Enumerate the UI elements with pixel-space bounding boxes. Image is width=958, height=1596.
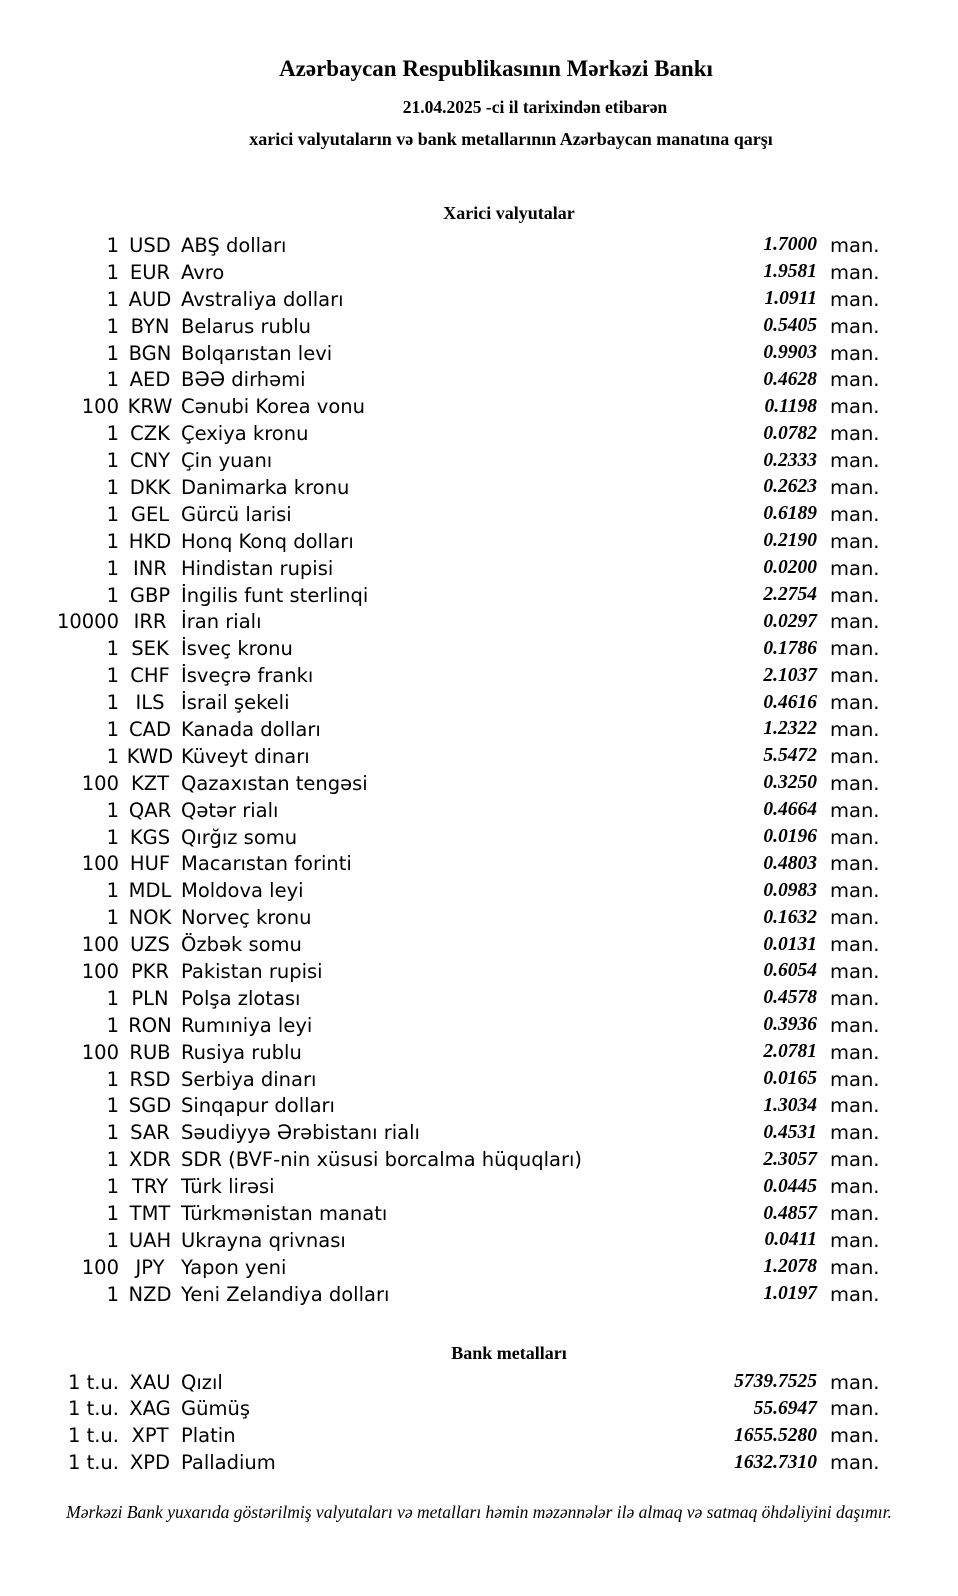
rate-value: 0.5405 <box>763 315 817 337</box>
currency-code: PKR <box>130 959 170 983</box>
table-row <box>0 931 958 958</box>
table-row <box>0 340 958 367</box>
unit-label: man. <box>830 664 880 688</box>
currency-name: ABŞ dolları <box>181 233 287 257</box>
table-row <box>0 958 958 985</box>
currency-code: AUD <box>128 287 172 311</box>
unit-label: man. <box>830 610 880 634</box>
currency-code: BGN <box>128 341 172 365</box>
unit-label: man. <box>830 1451 880 1475</box>
currency-code: XAU <box>129 1370 171 1394</box>
table-row <box>0 689 958 716</box>
unit-label: man. <box>830 1175 880 1199</box>
currency-name: Moldova leyi <box>181 879 304 903</box>
quantity-value: 1 <box>106 1013 119 1037</box>
quantity-value: 1 <box>106 1175 119 1199</box>
table-row <box>0 850 958 877</box>
quantity-value: 1 <box>106 1282 119 1306</box>
unit-label: man. <box>830 825 880 849</box>
quantity-value: 1 <box>106 744 119 768</box>
currency-code: KZT <box>130 771 170 795</box>
quantity-value: 1 <box>106 422 119 446</box>
currency-name: Səudiyyə Ərəbistanı rialı <box>181 1121 420 1145</box>
currency-code: IRR <box>133 610 167 634</box>
currency-name: Yapon yeni <box>181 1255 287 1279</box>
rate-value: 0.4628 <box>763 368 817 390</box>
rate-value: 0.0983 <box>763 879 817 901</box>
rate-value: 0.3936 <box>763 1014 817 1036</box>
currency-code: BYN <box>130 314 170 338</box>
unit-label: man. <box>830 1040 880 1064</box>
currency-code: PLN <box>131 986 169 1010</box>
currency-name: Avro <box>181 260 225 284</box>
quantity-value: 1 <box>106 691 119 715</box>
unit-label: man. <box>830 233 880 257</box>
currency-name: İngilis funt sterlinqi <box>181 583 369 607</box>
currency-name: Palladium <box>181 1451 276 1475</box>
currency-name: İsveç kronu <box>181 637 293 661</box>
currency-code: HKD <box>128 529 172 553</box>
table-row <box>0 1200 958 1227</box>
quantity-value: 1 <box>106 1121 119 1145</box>
table-row <box>0 1066 958 1093</box>
currency-name: Kanada dolları <box>181 717 321 741</box>
currency-code: SEK <box>131 637 169 661</box>
rate-value: 0.2190 <box>763 530 817 552</box>
quantity-value: 1 <box>106 287 119 311</box>
rate-value: 0.0196 <box>763 826 817 848</box>
currency-name: Çexiya kronu <box>181 422 309 446</box>
quantity-value: 100 <box>81 771 119 795</box>
quantity-value: 1 <box>106 1148 119 1172</box>
rate-value: 0.0200 <box>763 557 817 579</box>
currency-code: RUB <box>129 1040 171 1064</box>
bulletin-subtitle: xarici valyutaların və bank metallarının Azərbaycan manatına qarşı <box>249 129 773 149</box>
currency-code: XAG <box>129 1397 171 1421</box>
currency-name: İsrail şekeli <box>181 691 290 715</box>
rate-value: 1.0197 <box>763 1283 817 1305</box>
currency-name: Küveyt dinarı <box>181 744 310 768</box>
currency-name: Honq Konq dolları <box>181 529 354 553</box>
metals-table <box>0 1369 958 1477</box>
rate-value: 0.1632 <box>763 906 817 928</box>
currency-code: XPT <box>131 1424 169 1448</box>
currency-code: XDR <box>129 1148 171 1172</box>
currency-name: BƏƏ dirhəmi <box>181 368 306 392</box>
unit-label: man. <box>830 287 880 311</box>
rate-value: 0.0411 <box>764 1229 817 1251</box>
unit-label: man. <box>830 1202 880 1225</box>
rate-value: 2.3057 <box>763 1148 817 1170</box>
currency-code: GEL <box>130 502 170 526</box>
currency-name: Hindistan rupisi <box>181 556 334 580</box>
table-row <box>0 232 958 259</box>
rate-value: 2.1037 <box>763 664 817 686</box>
currency-code: GBP <box>129 583 171 607</box>
rate-value: 0.6054 <box>763 960 817 982</box>
currency-code: CHF <box>130 664 170 688</box>
unit-label: man. <box>830 933 880 957</box>
quantity-value: 100 <box>81 933 119 957</box>
currency-code: ILS <box>135 691 165 715</box>
table-row <box>0 1369 958 1396</box>
unit-label: man. <box>830 314 880 338</box>
table-row <box>0 1093 958 1120</box>
currency-code: NOK <box>128 906 172 930</box>
rate-value: 1.7000 <box>763 234 817 256</box>
currency-name: Bolqarıstan levi <box>181 341 333 365</box>
currency-name: Serbiya dinarı <box>181 1067 317 1091</box>
table-row <box>0 743 958 770</box>
currency-name: Qətər rialı <box>181 798 279 822</box>
currency-code: EUR <box>129 260 171 284</box>
currency-name: Qızıl <box>181 1370 223 1394</box>
quantity-value: 100 <box>81 1040 119 1064</box>
rate-value: 0.4578 <box>763 987 817 1009</box>
unit-label: man. <box>830 1094 880 1118</box>
rate-value: 1.9581 <box>763 261 817 283</box>
quantity-value: 1 <box>106 986 119 1010</box>
effective-date-line: 21.04.2025 -ci il tarixindən etibarən <box>402 97 668 117</box>
unit-label: man. <box>830 529 880 553</box>
quantity-value: 1 <box>106 879 119 903</box>
table-row <box>0 1281 958 1308</box>
table-row <box>0 716 958 743</box>
table-row <box>0 608 958 635</box>
rate-value: 0.9903 <box>763 342 817 363</box>
currency-name: Belarus rublu <box>181 314 312 338</box>
table-row <box>0 635 958 662</box>
rate-value: 1655.5280 <box>734 1424 817 1446</box>
rate-value: 0.4664 <box>763 799 817 821</box>
table-row <box>0 528 958 555</box>
unit-label: man. <box>830 906 880 930</box>
currency-code: KRW <box>127 395 173 419</box>
quantity-value: 1 <box>106 1094 119 1118</box>
unit-label: man. <box>830 556 880 580</box>
table-row <box>0 1449 958 1476</box>
currency-name: İran rialı <box>181 610 262 634</box>
quantity-value: 1 <box>106 825 119 849</box>
quantity-value: 100 <box>81 1255 119 1279</box>
unit-label: man. <box>830 1255 880 1279</box>
table-row <box>0 1146 958 1173</box>
currency-code: KGS <box>129 825 171 849</box>
table-row <box>0 662 958 689</box>
unit-label: man. <box>830 798 880 822</box>
currency-code: UAH <box>128 1228 172 1252</box>
table-row <box>0 904 958 931</box>
currency-code: HUF <box>129 852 171 876</box>
unit-label: man. <box>830 1067 880 1091</box>
quantity-value: 100 <box>81 852 119 876</box>
quantity-value: 1 <box>106 1067 119 1091</box>
currency-code: CNY <box>129 449 171 473</box>
currency-name: Gümüş <box>181 1397 250 1421</box>
quantity-value: 1 <box>106 368 119 392</box>
table-row <box>0 582 958 609</box>
unit-label: man. <box>830 449 880 473</box>
unit-label: man. <box>830 852 880 876</box>
currency-name: Ukrayna qrivnası <box>181 1228 346 1252</box>
unit-label: man. <box>830 1370 880 1394</box>
currency-code: INR <box>133 556 167 580</box>
rate-value: 0.0782 <box>763 422 817 444</box>
currency-name: İsveçrə frankı <box>181 664 314 688</box>
unit-label: man. <box>830 1282 880 1306</box>
rate-value: 0.3250 <box>763 772 817 794</box>
quantity-value: 1 <box>106 233 119 257</box>
currency-name: Çin yuanı <box>181 449 273 473</box>
quantity-value: 1 <box>106 1202 119 1225</box>
unit-label: man. <box>830 1148 880 1172</box>
unit-label: man. <box>830 583 880 607</box>
rate-value: 1.0911 <box>764 288 817 310</box>
quantity-value: 1 <box>106 502 119 526</box>
currency-code: RSD <box>129 1067 171 1091</box>
unit-label: man. <box>830 717 880 741</box>
table-row <box>0 286 958 313</box>
rate-value: 5739.7525 <box>734 1371 817 1393</box>
currency-name: Türkmənistan manatı <box>181 1202 388 1225</box>
rate-value: 55.6947 <box>753 1397 817 1419</box>
currency-code: JPY <box>135 1255 165 1279</box>
unit-label: man. <box>830 959 880 983</box>
currency-name: Danimarka kronu <box>181 475 350 499</box>
rate-value: 0.2623 <box>763 476 817 498</box>
currency-name: Rusiya rublu <box>181 1040 302 1064</box>
rate-value: 0.4857 <box>763 1202 817 1224</box>
unit-label: man. <box>830 771 880 795</box>
rate-value: 0.4531 <box>763 1121 817 1143</box>
currency-name: Qırğız somu <box>181 825 298 849</box>
unit-label: man. <box>830 1121 880 1145</box>
currency-code: KWD <box>126 744 174 768</box>
unit-label: man. <box>830 637 880 661</box>
table-row <box>0 1119 958 1146</box>
table-row <box>0 1254 958 1281</box>
currency-code: CAD <box>129 717 171 741</box>
quantity-value: 1 <box>106 1228 119 1252</box>
rate-value: 2.2754 <box>763 584 817 606</box>
rate-value: 0.0297 <box>763 610 817 632</box>
currency-code: NZD <box>128 1282 172 1306</box>
unit-label: man. <box>830 368 880 392</box>
table-row <box>0 555 958 582</box>
currency-code: CZK <box>130 422 170 446</box>
currency-code: XPD <box>129 1451 171 1475</box>
currency-name: Yeni Zelandiya dolları <box>181 1282 390 1306</box>
currency-name: Türk lirəsi <box>181 1175 275 1199</box>
unit-label: man. <box>830 1397 880 1421</box>
table-row <box>0 797 958 824</box>
currency-code: TRY <box>131 1175 169 1199</box>
table-row <box>0 474 958 501</box>
quantity-value: 1 <box>106 556 119 580</box>
unit-label: man. <box>830 260 880 284</box>
unit-label: man. <box>830 744 880 768</box>
rate-value: 0.0131 <box>763 933 817 955</box>
section-heading-currencies: Xarici valyutalar <box>443 203 575 223</box>
currency-name: Qazaxıstan tengəsi <box>181 771 368 795</box>
unit-label: man. <box>830 341 880 365</box>
unit-label: man. <box>830 879 880 903</box>
table-row <box>0 393 958 420</box>
rate-value: 0.0445 <box>763 1175 817 1197</box>
quantity-value: 1 <box>106 314 119 338</box>
currency-name: Macarıstan forinti <box>181 852 352 876</box>
quantity-value: 1 <box>106 906 119 930</box>
table-row <box>0 1173 958 1200</box>
currency-code: AED <box>129 368 171 392</box>
table-row <box>0 1039 958 1066</box>
currency-name: Avstraliya dolları <box>181 287 344 311</box>
quantity-value: 1 <box>106 664 119 688</box>
quantity-value: 100 <box>81 395 119 419</box>
rate-value: 0.2333 <box>763 449 817 471</box>
quantity-value: 1 t.u. <box>67 1451 119 1475</box>
quantity-value: 1 <box>106 475 119 499</box>
table-row <box>0 770 958 797</box>
quantity-value: 1 <box>106 637 119 661</box>
rate-value: 0.4803 <box>763 852 817 874</box>
currency-code: SAR <box>130 1121 170 1145</box>
table-row <box>0 1422 958 1449</box>
currency-name: Özbək somu <box>181 933 302 957</box>
rate-value: 1.2078 <box>763 1256 817 1278</box>
quantity-value: 1 <box>106 717 119 741</box>
unit-label: man. <box>830 502 880 526</box>
section-heading-metals: Bank metalları <box>451 1342 567 1363</box>
quantity-value: 1 t.u. <box>67 1397 119 1421</box>
currency-code: UZS <box>130 933 170 957</box>
quantity-value: 10000 <box>56 610 119 634</box>
currency-code: SGD <box>128 1094 172 1118</box>
rate-value: 0.4616 <box>763 691 817 713</box>
currency-name: Polşa zlotası <box>181 986 301 1010</box>
rate-value: 0.1786 <box>763 637 817 659</box>
currency-code: DKK <box>129 475 171 499</box>
rate-value: 0.6189 <box>763 503 817 525</box>
unit-label: man. <box>830 1013 880 1037</box>
unit-label: man. <box>830 986 880 1010</box>
table-row <box>0 366 958 393</box>
rate-value: 1.3034 <box>763 1094 817 1116</box>
table-row <box>0 420 958 447</box>
quantity-value: 1 <box>106 798 119 822</box>
quantity-value: 1 <box>106 583 119 607</box>
quantity-value: 1 <box>106 260 119 284</box>
currency-name: SDR (BVF-nin xüsusi borcalma hüquqları) <box>181 1148 583 1172</box>
quantity-value: 1 <box>106 341 119 365</box>
rate-value: 5.5472 <box>763 745 817 767</box>
table-row <box>0 313 958 340</box>
currency-name: Cənubi Korea vonu <box>181 395 365 419</box>
rate-value: 0.1198 <box>764 395 817 417</box>
table-row <box>0 447 958 474</box>
quantity-value: 100 <box>81 959 119 983</box>
rate-value: 2.0781 <box>763 1041 817 1063</box>
currency-name: Rumıniya leyi <box>181 1013 313 1037</box>
currency-name: Sinqapur dolları <box>181 1094 335 1118</box>
table-row <box>0 1012 958 1039</box>
currency-name: Pakistan rupisi <box>181 959 323 983</box>
table-row <box>0 1227 958 1254</box>
currency-name: Norveç kronu <box>181 906 312 930</box>
table-row <box>0 1396 958 1423</box>
quantity-value: 1 t.u. <box>67 1370 119 1394</box>
unit-label: man. <box>830 1424 880 1448</box>
currency-code: USD <box>129 233 171 257</box>
currency-table <box>0 232 958 1308</box>
footer-note: Mərkəzi Bank yuxarıda göstərilmiş valyutaları və metalları həmin məzənnələr ilə almaq və satmaq öhdəliyini daşımır. <box>66 1502 892 1523</box>
unit-label: man. <box>830 475 880 499</box>
quantity-value: 1 <box>106 529 119 553</box>
currency-name: Gürcü larisi <box>181 502 292 526</box>
currency-name: Platin <box>181 1424 236 1448</box>
bank-title: Azərbaycan Respublikasının Mərkəzi Bankı <box>279 56 713 81</box>
rate-value: 0.0165 <box>763 1068 817 1090</box>
unit-label: man. <box>830 395 880 419</box>
currency-code: RON <box>128 1013 172 1037</box>
table-row <box>0 259 958 286</box>
table-row <box>0 501 958 528</box>
rate-value: 1632.7310 <box>734 1451 817 1473</box>
currency-code: MDL <box>128 879 172 903</box>
table-row <box>0 985 958 1012</box>
unit-label: man. <box>830 1228 880 1252</box>
unit-label: man. <box>830 422 880 446</box>
currency-code: TMT <box>129 1202 171 1225</box>
rate-value: 1.2322 <box>763 718 817 740</box>
table-row <box>0 877 958 904</box>
quantity-value: 1 t.u. <box>67 1424 119 1448</box>
currency-code: QAR <box>128 798 172 822</box>
table-row <box>0 824 958 851</box>
quantity-value: 1 <box>106 449 119 473</box>
unit-label: man. <box>830 691 880 715</box>
